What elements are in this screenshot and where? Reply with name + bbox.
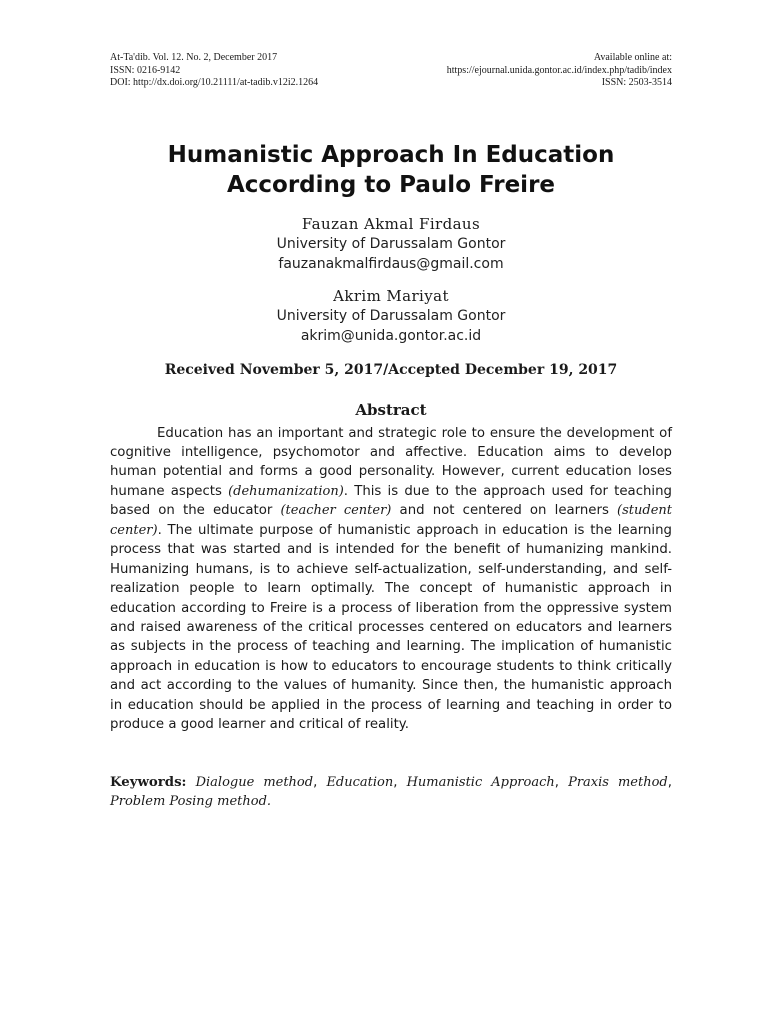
keyword-item: Humanistic Approach: [406, 774, 555, 790]
abstract-emphasis: (teacher center): [280, 503, 392, 519]
keywords-line: [110, 773, 672, 811]
abstract-segment: . This is due to the approach used for teaching based on the educator: [110, 483, 672, 519]
keyword-separator: ,: [393, 774, 407, 790]
abstract-segment: Education has an important and strategic role to ensure the development of cognitive intelligence, psychomotor and affective. Education aims to develop human potential and forms a good personality. However, current education loses humane aspects: [110, 425, 672, 499]
author-name: Fauzan Akmal Firdaus: [301, 214, 481, 233]
available-online-label: Available online at:: [593, 52, 672, 63]
abstract-emphasis: (dehumanization): [228, 483, 344, 499]
keyword-separator: ,: [313, 774, 327, 790]
keyword-item: Praxis method: [568, 774, 668, 790]
abstract-emphasis: (student center): [110, 503, 672, 538]
journal-header: [110, 52, 672, 90]
received-accepted-dates: Received November 5, 2017/Accepted December 19, 2017: [164, 361, 618, 378]
title-line-2: According to Paulo Freire: [226, 171, 556, 198]
abstract-segment: and not centered on learners: [391, 503, 618, 519]
keywords-list: [110, 775, 672, 809]
author-name: Akrim Mariyat: [333, 286, 449, 305]
keyword-separator: ,: [667, 774, 672, 790]
issn-print: ISSN: 0216-9142: [110, 64, 181, 76]
author-block-1: [110, 214, 672, 274]
keyword-item: Problem Posing method: [110, 793, 267, 809]
keywords-label: Keywords:: [110, 774, 187, 790]
abstract-text: [110, 424, 672, 735]
journal-url-link[interactable]: https://ejournal.unida.gontor.ac.id/index.php/tadib/index: [446, 64, 672, 76]
author-email[interactable]: akrim@unida.gontor.ac.id: [300, 327, 482, 344]
author-affiliation: University of Darussalam Gontor: [276, 235, 506, 252]
keyword-item: Dialogue method: [195, 774, 314, 790]
header-left: [110, 52, 318, 90]
issn-online: ISSN: 2503-3514: [601, 77, 672, 88]
header-right: [447, 52, 672, 90]
author-block-2: [110, 286, 672, 346]
title-line-1: Humanistic Approach In Education: [167, 141, 615, 168]
doi-link[interactable]: DOI: http://dx.doi.org/10.21111/at-tadib.v12i2.1264: [110, 77, 319, 88]
keyword-item: Education: [326, 774, 394, 790]
keyword-separator: ,: [554, 774, 569, 790]
paper-page: [110, 52, 672, 811]
abstract-segment: . The ultimate purpose of humanistic approach in education is the learning process that was started and is intended for the benefit of humanizing mankind. Humanizing humans, is to achieve self-actualization, self-understanding, and self-realization people to learn optimally. The concept of humanistic approach in education according to Freire is a process of liberation from the oppressive system and raised awareness of the critical processes centered on educators and learners as subjects in the process of teaching and learning. The implication of humanistic approach in education is how to educators to encourage students to think critically and act according to the values of humanity. Since then, the humanistic approach in education should be applied in the process of learning and teaching in order to produce a good learner and critical of reality.: [110, 522, 672, 733]
abstract-heading: Abstract: [355, 400, 427, 419]
author-email[interactable]: fauzanakmalfirdaus@gmail.com: [278, 255, 504, 272]
keyword-terminator: .: [266, 793, 272, 809]
journal-citation: At-Ta'dib. Vol. 12. No. 2, December 2017: [110, 52, 278, 63]
paper-title: [110, 140, 672, 200]
author-affiliation: University of Darussalam Gontor: [276, 307, 506, 324]
